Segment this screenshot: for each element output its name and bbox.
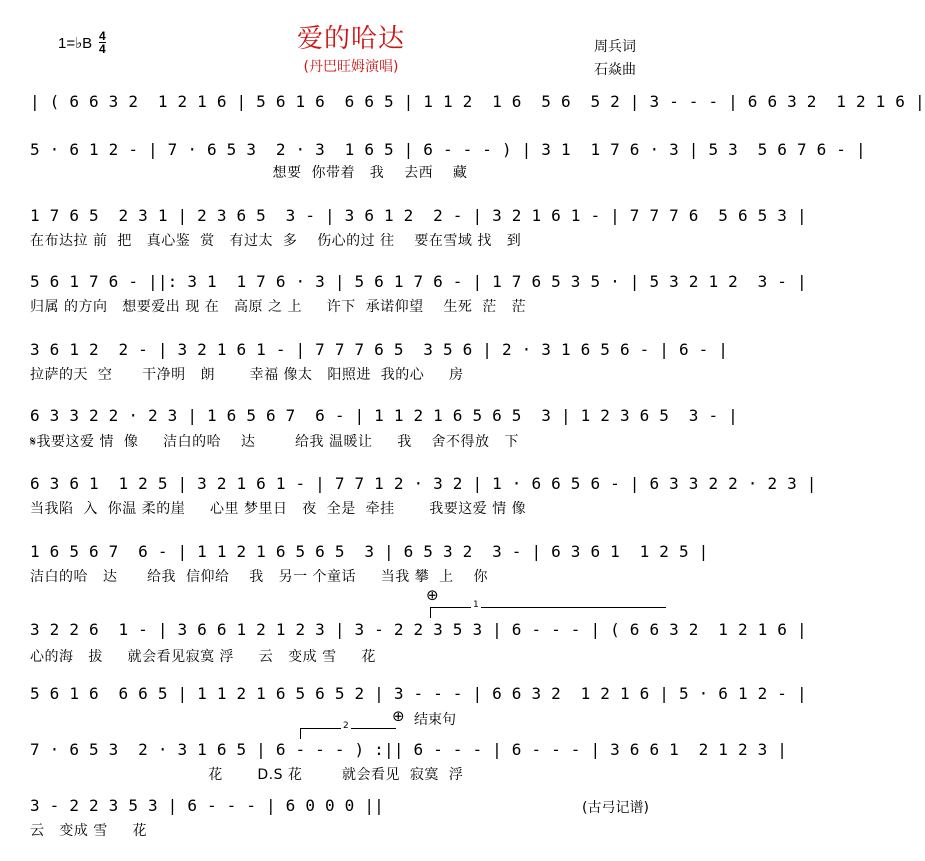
score-row-notes: 6 3 6 1 1 2 5 | 3 2 1 6 1 - | 7 7 1 2 · 3 2 | 1 · 6 6 5 6 - | 6 3 3 2 2 · 2 3 | <box>30 474 817 493</box>
score-row-notes: 3 - 2 2 3 5 3 | 6 - - - | 6 0 0 0 || <box>30 796 384 815</box>
score-row-notes: 5 · 6 1 2 - | 7 · 6 5 3 2 · 3 1 6 5 | 6 - - - ) | 3 1 1 7 6 · 3 | 5 3 5 6 7 6 - | <box>30 140 866 159</box>
score-row-lyrics: 拉萨的天 空 干净明 朗 幸福 像太 阳照进 我的心 房 <box>30 367 464 383</box>
score-row-lyrics: 当我陷 入 你温 柔的崖 心里 梦里日 夜 全是 牵挂 我要这爱 情 像 <box>30 501 527 517</box>
singer-credit: (丹巴旺姆演唱) <box>303 59 399 75</box>
score-row-lyrics: 在布达拉 前 把 真心鉴 赏 有过太 多 伤心的过 往 要在雪域 找 到 <box>30 233 522 249</box>
score-row-notes: 3 6 1 2 2 - | 3 2 1 6 1 - | 7 7 7 6 5 3 5 6 | 2 · 3 1 6 5 6 - | 6 - | <box>30 340 729 359</box>
volta-2-label: 2 <box>343 721 349 731</box>
score-row-lyrics: 洁白的哈 达 给我 信仰给 我 另一 个童话 当我 攀 上 你 <box>30 569 488 585</box>
score-row-lyrics: 花 D.S 花 就会看见 寂寞 浮 <box>30 767 464 783</box>
score-row-notes: 6 3 3 2 2 · 2 3 | 1 6 5 6 7 6 - | 1 1 2 1 6 5 6 5 3 | 1 2 3 6 5 3 - | <box>30 406 738 425</box>
composer-credit: 石焱曲 <box>594 62 636 78</box>
score-row-lyrics: 想要 你带着 我 去西 藏 <box>30 165 468 181</box>
score-row-notes: 5 6 1 6 6 6 5 | 1 1 2 1 6 5 6 5 2 | 3 - - - | 6 6 3 2 1 2 1 6 | 5 · 6 1 2 - | <box>30 684 807 703</box>
score-row-lyrics: 𝄋我要这爱 情 像 洁白的哈 达 给我 温暖让 我 舍不得放 下 <box>30 434 519 450</box>
score-row-notes: 1 7 6 5 2 3 1 | 2 3 6 5 3 - | 3 6 1 2 2 - | 3 2 1 6 1 - | 7 7 7 6 5 6 5 3 | <box>30 206 807 225</box>
meter-bottom: 4 <box>99 42 106 56</box>
coda-icon: ⊕ <box>426 586 439 604</box>
key-signature: 1=♭B <box>58 35 93 52</box>
score-row-notes: 1 6 5 6 7 6 - | 1 1 2 1 6 5 6 5 3 | 6 5 3 2 3 - | 6 3 6 1 1 2 5 | <box>30 542 709 561</box>
song-title: 爱的哈达 <box>296 24 405 54</box>
score-row-lyrics: 归属 的方向 想要爱出 现 在 高原 之 上 许下 承诺仰望 生死 茫 茫 <box>30 299 527 315</box>
ending-label: 结束句 <box>414 712 456 728</box>
score-row-notes: 7 · 6 5 3 2 · 3 1 6 5 | 6 - - - ) :|| 6 - - - | 6 - - - | 3 6 6 1 2 1 2 3 | <box>30 740 788 759</box>
volta-1-label: 1 <box>473 600 479 610</box>
transcriber-credit: (古弓记谱) <box>582 800 649 816</box>
score-row-lyrics: 心的海 拔 就会看见寂寞 浮 云 变成 雪 花 <box>30 649 376 665</box>
score-row-notes: 5 6 1 7 6 - ||: 3 1 1 7 6 · 3 | 5 6 1 7 6 - | 1 7 6 5 3 5 · | 5 3 2 1 2 3 - | <box>30 272 807 291</box>
score-row-notes: | ( 6 6 3 2 1 2 1 6 | 5 6 1 6 6 6 5 | 1 1 2 1 6 5 6 5 2 | 3 - - - | 6 6 3 2 1 2 1 6 | <box>30 92 925 111</box>
second-ending-bracket <box>300 721 396 739</box>
score-row-lyrics: 云 变成 雪 花 <box>30 823 148 839</box>
lyricist-credit: 周兵词 <box>594 39 636 55</box>
coda-icon: ⊕ <box>392 707 405 725</box>
first-ending-bracket <box>430 600 666 618</box>
score-row-notes: 3 2 2 6 1 - | 3 6 6 1 2 1 2 3 | 3 - 2 2 3 5 3 | 6 - - - | ( 6 6 3 2 1 2 1 6 | <box>30 620 807 639</box>
meter-top: 4 <box>99 29 106 43</box>
